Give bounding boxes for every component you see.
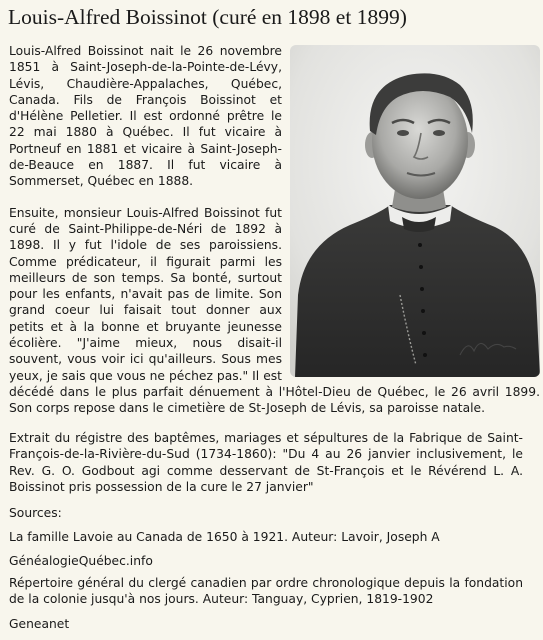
bio-paragraph-2: Ensuite, monsieur Louis-Alfred Boissinot fut curé de Saint-Philippe-de-Néri de 1892 à 1898. Il y fut l'idole de ses paroissiens. Comme prédicateur, il figurait parmi les meilleurs de son temps. Sa bonté, surtout pour les enfants, n'avait pas de limite. Son grand coeur lui faisait tout donner aux petits et à la bonne et bruyante jeunesse écolière. "J'aime mieux, nous disait-il souvent, vous voir ici qu'ailleurs. Sous mes yeux, je sais que vous ne péchez pas." Il est décédé dans le plus parfait dénuement à l'Hôtel-Dieu de Québec, le 26 avril 1899. Son corps repose dans le cimetière de St-Joseph de Lévis, sa paroisse natale.	[9, 205, 540, 416]
register-extract: Extrait du régistre des baptêmes, mariages et sépultures de la Fabrique de Saint-François-de-la-Rivière-du-Sud (1734-1860): "Du 4 au 26 janvier inclusivement, le Rev. G. O. Godbout agi comme desservant de St-François et le Révérend L. A. Boissinot pris possession de la cure le 27 janvier"	[9, 431, 523, 494]
bio-paragraph-1: Louis-Alfred Boissinot nait le 26 novembre 1851 à Saint-Joseph-de-la-Pointe-de-Lévy, Lévis, Chaudière-Appalaches, Québec, Canada. Fils de François Boissinot et d'Hélène Pelletier. Il est ordonné prêtre le 22 mai 1880 à Québec. Il fut vicaire à Portneuf en 1881 et vicaire à Saint-Joseph-de-Beauce en 1887. Il fut vicaire à Sommerset, Québec en 1888.	[9, 44, 282, 189]
source-item: La famille Lavoie au Canada de 1650 à 1921. Auteur: Lavoir, Joseph A	[9, 530, 440, 544]
source-item: Geneanet	[9, 617, 70, 631]
sources-heading: Sources:	[9, 506, 62, 520]
portrait-image	[290, 45, 540, 377]
biography	[9, 43, 540, 417]
source-item: GénéalogieQuébec.info	[9, 554, 153, 568]
page-title: Louis-Alfred Boissinot (curé en 1898 et 1899)	[8, 5, 407, 29]
source-item: Répertoire général du clergé canadien par ordre chronologique depuis la fondation de la colonie jusqu'à nos jours. Auteur: Tanguay, Cyprien, 1819-1902	[9, 576, 523, 607]
portrait-photo	[290, 45, 540, 377]
